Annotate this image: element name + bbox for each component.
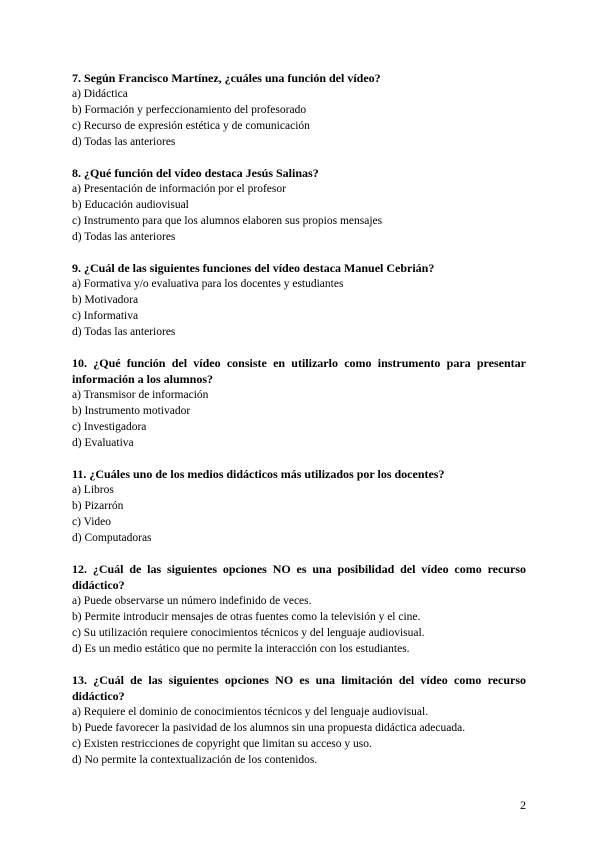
question-10: [72, 355, 526, 451]
answer-option: c) Video: [72, 516, 112, 528]
question-title: 10. ¿Qué función del vídeo consiste en utilizarlo como instrumento para presentar información a los alumnos?: [72, 356, 526, 386]
answer-option: c) Informativa: [72, 310, 139, 322]
answer-option: d) Todas las anteriores: [72, 326, 176, 338]
answer-option: a) Requiere el dominio de conocimientos técnicos y del lenguaje audiovisual.: [72, 706, 429, 718]
answer-option: d) Es un medio estático que no permite la interacción con los estudiantes.: [72, 643, 410, 655]
question-11: [72, 466, 526, 546]
answer-option: b) Puede favorecer la pasividad de los alumnos sin una propuesta didáctica adecuada.: [72, 722, 466, 734]
answer-option: c) Investigadora: [72, 421, 147, 433]
answer-option: a) Didáctica: [72, 88, 128, 100]
question-7: [72, 70, 526, 150]
question-title: 11. ¿Cuáles uno de los medios didácticos más utilizados por los docentes?: [72, 467, 445, 481]
question-12: [72, 561, 526, 657]
answer-option: d) Evaluativa: [72, 437, 134, 449]
answer-option: b) Educación audiovisual: [72, 199, 189, 211]
answer-option: c) Recurso de expresión estética y de comunicación: [72, 120, 310, 132]
answer-option: b) Permite introducir mensajes de otras fuentes como la televisión y el cine.: [72, 611, 421, 623]
page-number: 2: [520, 798, 526, 812]
question-title: 9. ¿Cuál de las siguientes funciones del vídeo destaca Manuel Cebrián?: [72, 261, 435, 275]
question-list: [72, 70, 526, 783]
answer-option: a) Formativa y/o evaluativa para los docentes y estudiantes: [72, 278, 344, 290]
answer-option: d) Todas las anteriores: [72, 231, 176, 243]
question-title: 7. Según Francisco Martínez, ¿cuáles una función del vídeo?: [72, 71, 381, 85]
answer-option: b) Instrumento motivador: [72, 405, 191, 417]
answer-option: a) Libros: [72, 484, 114, 496]
question-title: 12. ¿Cuál de las siguientes opciones NO es una posibilidad del vídeo como recurso didáctico?: [72, 562, 526, 592]
answer-option: a) Presentación de información por el profesor: [72, 183, 286, 195]
question-title: 8. ¿Qué función del vídeo destaca Jesús Salinas?: [72, 166, 319, 180]
answer-option: b) Formación y perfeccionamiento del profesorado: [72, 104, 307, 116]
answer-option: c) Instrumento para que los alumnos elaboren sus propios mensajes: [72, 215, 383, 227]
answer-option: a) Puede observarse un número indefinido de veces.: [72, 595, 312, 607]
question-title: 13. ¿Cuál de las siguientes opciones NO es una limitación del vídeo como recurso didáctico?: [72, 673, 526, 703]
question-13: [72, 672, 526, 768]
answer-option: b) Motivadora: [72, 294, 139, 306]
answer-option: d) No permite la contextualización de los contenidos.: [72, 754, 318, 766]
question-9: [72, 260, 526, 340]
answer-option: d) Todas las anteriores: [72, 136, 176, 148]
answer-option: b) Pizarrón: [72, 500, 124, 512]
question-8: [72, 165, 526, 245]
answer-option: c) Su utilización requiere conocimientos técnicos y del lenguaje audiovisual.: [72, 627, 425, 639]
answer-option: a) Transmisor de información: [72, 389, 209, 401]
answer-option: c) Existen restricciones de copyright que limitan su acceso y uso.: [72, 738, 372, 750]
answer-option: d) Computadoras: [72, 532, 152, 544]
